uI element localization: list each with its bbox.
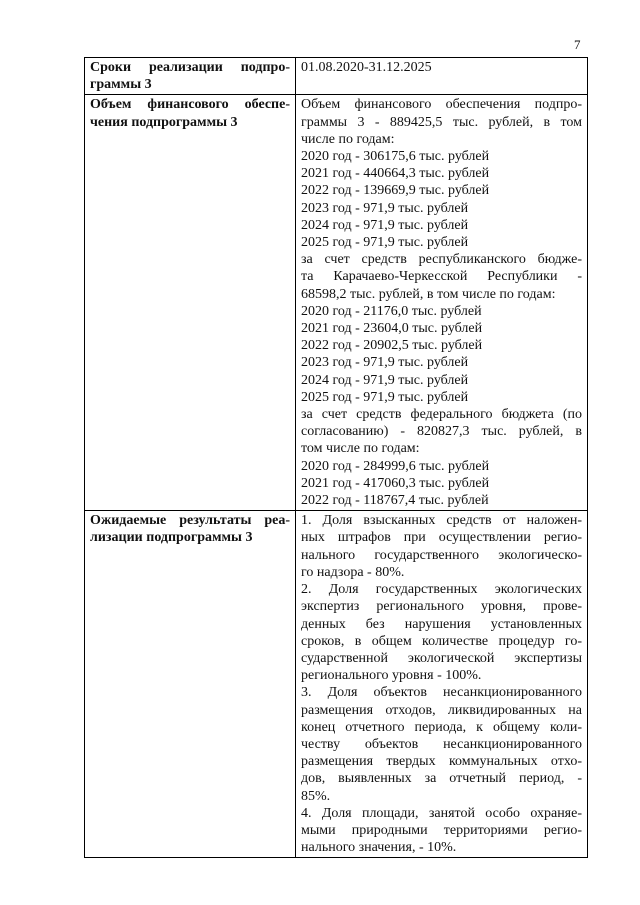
row-label-line: чения подпрограммы 3 [90,114,238,130]
row-label-cell [85,95,296,511]
row-value-cell [296,511,588,858]
row-value-line: 01.08.2020-31.12.2025 [301,60,432,75]
row-value-line: согласованию) - 820827,3 тыс. рублей, в [301,424,582,440]
row-value-line: 4. Доля площади, занятой особо охраняе- [301,805,582,821]
row-value-line: том числе по годам: [301,441,420,457]
row-value-line: регионального уровня - 100%. [301,668,482,684]
row-label-line: Ожидаемые результаты реа- [90,513,290,529]
row-value-line: 2024 год - 971,9 тыс. рублей [301,372,469,388]
row-value-line: за счет средств федерального бюджета (по [301,407,582,423]
row-value-line: числе по годам: [301,131,395,147]
row-value-line: Объем финансового обеспечения подпро- [301,97,582,113]
row-value-cell [296,95,588,511]
row-value-cell [296,58,588,95]
row-value-line: за счет средств республиканского бюдже- [301,252,582,268]
row-value-line: 85%. [301,788,331,804]
row-value-line: го надзора - 80%. [301,564,405,580]
row-value-line: 2023 год - 971,9 тыс. рублей [301,355,469,371]
row-value-line: 2022 год - 139669,9 тыс. рублей [301,183,490,199]
row-value-line: ных штрафов при осуществлении регио- [301,530,582,546]
row-label-line: Объем финансового обеспе- [90,97,290,113]
row-value-line: нального государственного экологическо- [301,547,582,563]
row-value-line: 68598,2 тыс. рублей, в том числе по годам: [301,286,556,302]
row-value-line: 3. Доля объектов несанкционированного [301,685,582,701]
row-value-line: та Карачаево-Черкесской Республики - [301,269,582,285]
row-value-line: честву объектов несанкционированного [301,736,582,752]
row-value-line: денных без нарушения установленных [301,616,582,632]
row-label-cell [85,58,296,95]
row-value-line: 1. Доля взысканных средств от наложен- [301,513,582,529]
row-value-line: 2021 год - 417060,3 тыс. рублей [301,475,490,491]
row-value-line: 2025 год - 971,9 тыс. рублей [301,235,469,251]
row-value-line: 2021 год - 23604,0 тыс. рублей [301,321,483,337]
row-value-line: 2. Доля государственных экологических [301,582,582,598]
row-value-line: конец отчетного периода, к общему коли- [301,719,582,735]
table-row [85,58,588,95]
page-number: 7 [574,37,581,52]
row-value-line: 2022 год - 118767,4 тыс. рублей [301,493,489,509]
row-label-line: лизации подпрограммы 3 [90,530,253,546]
row-value-line: 2023 год - 971,9 тыс. рублей [301,200,469,216]
row-value-line: экспертиз регионального уровня, прове- [301,599,582,615]
row-label-cell [85,511,296,858]
table-row [85,511,588,858]
row-value-line: сроков, в общем количестве процедур го- [301,633,582,649]
row-value-line: 2020 год - 284999,6 тыс. рублей [301,458,490,474]
row-value-line: 2020 год - 306175,6 тыс. рублей [301,149,490,165]
row-value-line: 2025 год - 971,9 тыс. рублей [301,389,469,405]
row-value-line: дов, выявленных за отчетный период, - [301,771,582,787]
row-value-line: размещения отходов, ликвидированных на [301,702,582,718]
row-value-line: 2022 год - 20902,5 тыс. рублей [301,338,483,354]
row-value-line: граммы 3 - 889425,5 тыс. рублей, в том [301,114,582,130]
row-value-line: сударственной экологической экспертизы [301,650,582,666]
row-label-line: Сроки реализации подпро- [90,60,290,75]
row-value-line: мыми природными территориями регио- [301,822,582,838]
row-value-line: 2021 год - 440664,3 тыс. рублей [301,166,490,182]
table-row [85,95,588,511]
row-value-line: 2020 год - 21176,0 тыс. рублей [301,303,482,319]
row-value-line: 2024 год - 971,9 тыс. рублей [301,217,469,233]
row-value-line: размещения твердых коммунальных отхо- [301,754,582,770]
subprogram-passport-table [84,57,588,858]
row-label-line: граммы 3 [90,77,152,93]
row-value-line: нального значения, - 10%. [301,840,457,856]
